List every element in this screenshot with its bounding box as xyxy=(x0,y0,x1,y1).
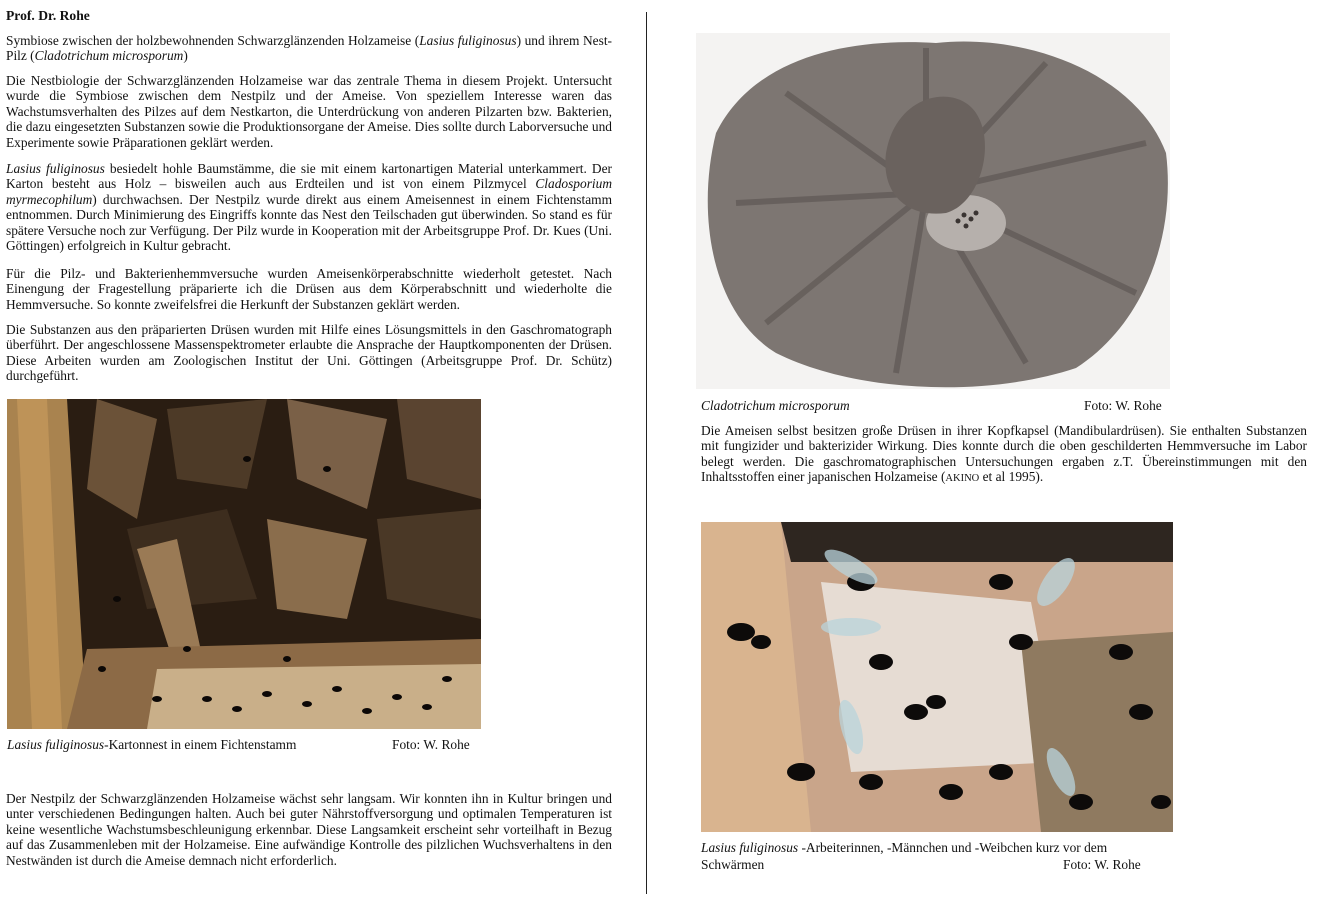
paragraph-hemmversuche: Für die Pilz- und Bakterienhemmversuche wurden Ameisenkörperabschnitte wiederholt getestet. Nach Einengung der Fragestellung präparierte ich die Drüsen aus dem Körperabschnitt und wiederholte die Hemmversuche. So konnte zweifelsfrei die Herkunft der Substanzen geklärt werden. xyxy=(6,266,612,312)
credit-photo2: Foto: W. Rohe xyxy=(1084,398,1162,413)
photo-carton-nest xyxy=(7,399,481,729)
credit-photo1: Foto: W. Rohe xyxy=(392,737,470,752)
paragraph-gaschromatograph: Die Substanzen aus den präparierten Drüsen wurden mit Hilfe eines Lösungsmittels in den Gaschromatograph überführt. Der angeschlossene Massenspektrometer erlaubte die Ansprache der Hauptkomponenten der Drüsen. Diese Arbeiten wurden am Zoologischen Institut der Uni. Göttingen (Arbeitsgruppe Prof. Dr. Schütz) durchgeführt. xyxy=(6,322,612,384)
caption-photo1: Lasius fuliginosus-Kartonnest in einem Fichtenstamm xyxy=(7,737,297,752)
photo-fungus-culture xyxy=(696,33,1170,389)
author-heading: Prof. Dr. Rohe xyxy=(6,8,90,23)
column-divider xyxy=(646,12,647,894)
credit-photo3: Foto: W. Rohe xyxy=(1063,857,1141,872)
caption-photo2: Cladotrichum microsporum xyxy=(701,398,850,413)
photo-swarming-ants xyxy=(701,522,1173,832)
paragraph-nestpilz-wachstum: Der Nestpilz der Schwarzglänzenden Holzameise wächst sehr langsam. Wir konnten ihn in Kultur bringen und unter verschiedenen Bedingungen halten. Auch bei guter Nährstoffversorgung und optimalen Temperaturen ist keine wesentliche Wachstumsbeschleunigung erkennbar. Diese Langsamkeit erscheint sehr vorteilhaft in Bezug auf das Zusammenleben mit der Holzameise. Eine aufwändige Kontrolle des pilzlichen Wuchsverhaltens in den Nestwänden ist durch die Ameise demnach nicht erforderlich. xyxy=(6,791,612,868)
project-title: Symbiose zwischen der holzbewohnenden Schwarzglänzenden Holzameise (Lasius fuliginosus) und ihrem Nest-Pilz (Cladotrichum microsporum) xyxy=(6,33,613,64)
paragraph-mandibulardruesen: Die Ameisen selbst besitzen große Drüsen in ihrer Kopfkapsel (Mandibulardrüsen). Sie enthalten Substanzen mit fungizider und bakterizider Wirkung. Dies konnte durch die oben geschilderten Hemmversuche im Labor belegt werden. Die gaschromatographischen Untersuchungen ergaben z.T. Übereinstimmungen mit den Inhaltsstoffen einer japanischen Holzameise (AKINO et al 1995). xyxy=(701,423,1307,485)
paragraph-nestbiologie: Die Nestbiologie der Schwarzglänzenden Holzameise war das zentrale Thema in diesem Projekt. Untersucht wurde die Symbiose zwischen dem Nestpilz und der Ameise. Von speziellem Interesse waren das Wachstumsverhalten des Pilzes auf dem Nestkarton, die Unterdrückung von anderen Pilzarten bzw. Bakterien, die dazu eingesetzten Substanzen sowie die Produktionsorgane der Ameise. Dies sollte durch Laborversuche und Experimente sowie Präparationen geklärt werden. xyxy=(6,73,612,150)
caption-photo3: Lasius fuliginosus -Arbeiterinnen, -Männchen und -Weibchen kurz vor dem xyxy=(701,840,1108,855)
caption-photo3-line2: Schwärmen xyxy=(701,857,765,872)
paragraph-lasius: Lasius fuliginosus besiedelt hohle Baumstämme, die sie mit einem kartonartigen Material unterkammert. Der Karton besteht aus Holz – bisweilen auch aus Erdteilen und ist von einem Pilzmycel Cladosporium myrmecophilum) durchwachsen. Der Nestpilz wurde direkt aus einem Ameisennest in einem Fichtenstamm entnommen. Durch Minimierung des Eingriffs konnte das Nest den Teilschaden gut überwinden. So stand es für spätere Versuche noch zur Verfügung. Der Pilz wurde in Kooperation mit der Arbeitsgruppe Prof. Dr. Kues (Uni. Göttingen) erfolgreich in Kultur gebracht. xyxy=(6,161,613,254)
